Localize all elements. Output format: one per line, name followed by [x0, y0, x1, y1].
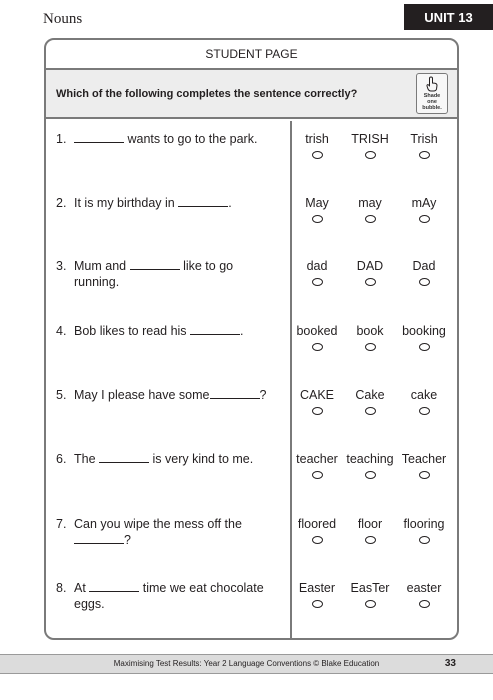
answer-bubble[interactable] [419, 215, 430, 223]
question-text-after: like to go [179, 259, 234, 273]
answer-option[interactable] [394, 195, 454, 223]
question-text-before: Can you wipe the mess off the [74, 517, 242, 531]
answer-bubble[interactable] [312, 151, 323, 159]
question-text [56, 580, 284, 612]
answer-option[interactable] [340, 580, 400, 608]
answer-bubble[interactable] [419, 536, 430, 544]
question-text-before: May I please have some [74, 388, 210, 402]
section-title: Nouns [43, 11, 83, 27]
question-text-before: The [74, 452, 100, 466]
answer-option[interactable] [394, 323, 454, 351]
answer-blank [130, 259, 180, 270]
question-row [46, 441, 457, 501]
question-text [56, 516, 284, 548]
page-number: 33 [444, 658, 456, 669]
answer-option-label: Easter [298, 581, 336, 595]
answer-bubble[interactable] [365, 343, 376, 351]
answer-blank [74, 533, 124, 544]
shade-hint-box [416, 73, 448, 114]
answer-option[interactable] [394, 451, 454, 479]
answer-bubble[interactable] [312, 278, 323, 286]
question-row [46, 248, 457, 308]
question-text [56, 258, 284, 290]
answer-bubble[interactable] [312, 407, 323, 415]
answer-option-label: EasTer [350, 581, 390, 595]
question-row [46, 313, 457, 373]
answer-blank [74, 132, 124, 143]
question-text [56, 131, 284, 147]
answer-option[interactable] [394, 387, 454, 415]
answer-option-label: booking [402, 324, 446, 338]
question-text [56, 451, 284, 467]
question-text-after: time we eat chocolate [139, 581, 264, 595]
answer-bubble[interactable] [365, 536, 376, 544]
answer-option-label: dad [306, 259, 328, 273]
answer-blank [190, 324, 240, 335]
answer-option[interactable] [340, 323, 400, 351]
question-number: 1. [56, 132, 67, 146]
answer-option[interactable] [287, 323, 347, 351]
answer-option[interactable] [287, 580, 347, 608]
question-text-after: is very kind to me. [149, 452, 254, 466]
question-number: 8. [56, 581, 67, 595]
answer-bubble[interactable] [312, 215, 323, 223]
answer-option[interactable] [340, 131, 400, 159]
answer-option-label: May [305, 196, 329, 210]
answer-option-label: floored [297, 517, 337, 531]
answer-option-label: CAKE [299, 388, 335, 402]
answer-option-label: Trish [410, 132, 438, 146]
question-text-before: Bob likes to read his [74, 324, 191, 338]
answer-bubble[interactable] [365, 407, 376, 415]
answer-option-label: Dad [412, 259, 436, 273]
shade-hint-text: Shade one bubble. [422, 93, 442, 111]
footer-text: Maximising Test Results: Year 2 Language Conventions © Blake Education [113, 659, 380, 668]
answer-option[interactable] [287, 387, 347, 415]
answer-option-label: TRISH [351, 132, 389, 146]
question-text-after: ? [259, 388, 267, 402]
answer-option-label: Cake [355, 388, 385, 402]
answer-bubble[interactable] [419, 471, 430, 479]
question-text-before: It is my birthday in [74, 196, 179, 210]
answer-bubble[interactable] [419, 407, 430, 415]
answer-option[interactable] [340, 195, 400, 223]
instruction-text: Which of the following completes the sentence correctly? [56, 87, 358, 100]
question-text-line2 [56, 596, 284, 612]
question-number: 4. [56, 324, 67, 338]
question-line2-text: running. [74, 275, 120, 289]
answer-option[interactable] [340, 516, 400, 544]
answer-option-label: may [358, 196, 382, 210]
answer-blank [210, 388, 260, 399]
answer-bubble[interactable] [365, 215, 376, 223]
question-text [56, 195, 284, 211]
question-text-line2 [56, 274, 284, 290]
answer-blank [89, 581, 139, 592]
answer-option-label: floor [357, 517, 383, 531]
answer-bubble[interactable] [312, 343, 323, 351]
answer-bubble[interactable] [365, 471, 376, 479]
question-number: 6. [56, 452, 67, 466]
answer-bubble[interactable] [365, 600, 376, 608]
answer-bubble[interactable] [419, 278, 430, 286]
answer-option-label: book [356, 324, 384, 338]
answer-option[interactable] [394, 258, 454, 286]
answer-option-label: cake [410, 388, 438, 402]
answer-option[interactable] [394, 580, 454, 608]
question-row [46, 506, 457, 566]
footer-bar [0, 654, 493, 674]
answer-option[interactable] [287, 451, 347, 479]
answer-option[interactable] [287, 195, 347, 223]
question-line2-text: ? [124, 533, 131, 547]
answer-option-label: Teacher [401, 452, 447, 466]
student-page-card [44, 38, 459, 640]
question-text-before: Mum and [74, 259, 130, 273]
answer-option-label: booked [296, 324, 338, 338]
answer-option-label: teaching [346, 452, 394, 466]
answer-option-label: flooring [403, 517, 445, 531]
answer-bubble[interactable] [365, 151, 376, 159]
answer-bubble[interactable] [419, 600, 430, 608]
question-number: 5. [56, 388, 67, 402]
answer-bubble[interactable] [419, 343, 430, 351]
answer-option[interactable] [287, 258, 347, 286]
answer-option-label: DAD [356, 259, 384, 273]
answer-blank [99, 452, 149, 463]
answer-option[interactable] [287, 131, 347, 159]
question-text [56, 387, 284, 403]
answer-option[interactable] [287, 516, 347, 544]
question-row [46, 185, 457, 245]
question-line2-text: eggs. [74, 597, 105, 611]
answer-bubble[interactable] [419, 151, 430, 159]
answer-bubble[interactable] [365, 278, 376, 286]
answer-bubble[interactable] [312, 536, 323, 544]
answer-blank [178, 196, 228, 207]
answer-option-label: teacher [296, 452, 338, 466]
answer-option[interactable] [394, 131, 454, 159]
question-text-before: At [74, 581, 90, 595]
card-header: STUDENT PAGE [46, 40, 457, 70]
question-text-after: wants to go to the park. [124, 132, 258, 146]
question-row [46, 570, 457, 630]
instruction-row [46, 70, 457, 119]
answer-option[interactable] [340, 451, 400, 479]
answer-option-label: easter [406, 581, 442, 595]
pointing-hand-icon [425, 76, 439, 92]
answer-bubble[interactable] [312, 471, 323, 479]
question-row [46, 377, 457, 437]
question-text-after: . [228, 196, 232, 210]
question-row [46, 121, 457, 181]
question-number: 3. [56, 259, 67, 273]
answer-bubble[interactable] [312, 600, 323, 608]
answer-option[interactable] [394, 516, 454, 544]
answer-option[interactable] [340, 387, 400, 415]
question-text-line2 [56, 532, 284, 548]
question-number: 7. [56, 517, 67, 531]
answer-option-label: mAy [411, 196, 437, 210]
answer-option-label: trish [305, 132, 329, 146]
column-divider [290, 121, 292, 638]
question-text-after: . [240, 324, 244, 338]
answer-option[interactable] [340, 258, 400, 286]
unit-tab: UNIT 13 [404, 4, 493, 30]
question-number: 2. [56, 196, 67, 210]
question-text [56, 323, 284, 339]
